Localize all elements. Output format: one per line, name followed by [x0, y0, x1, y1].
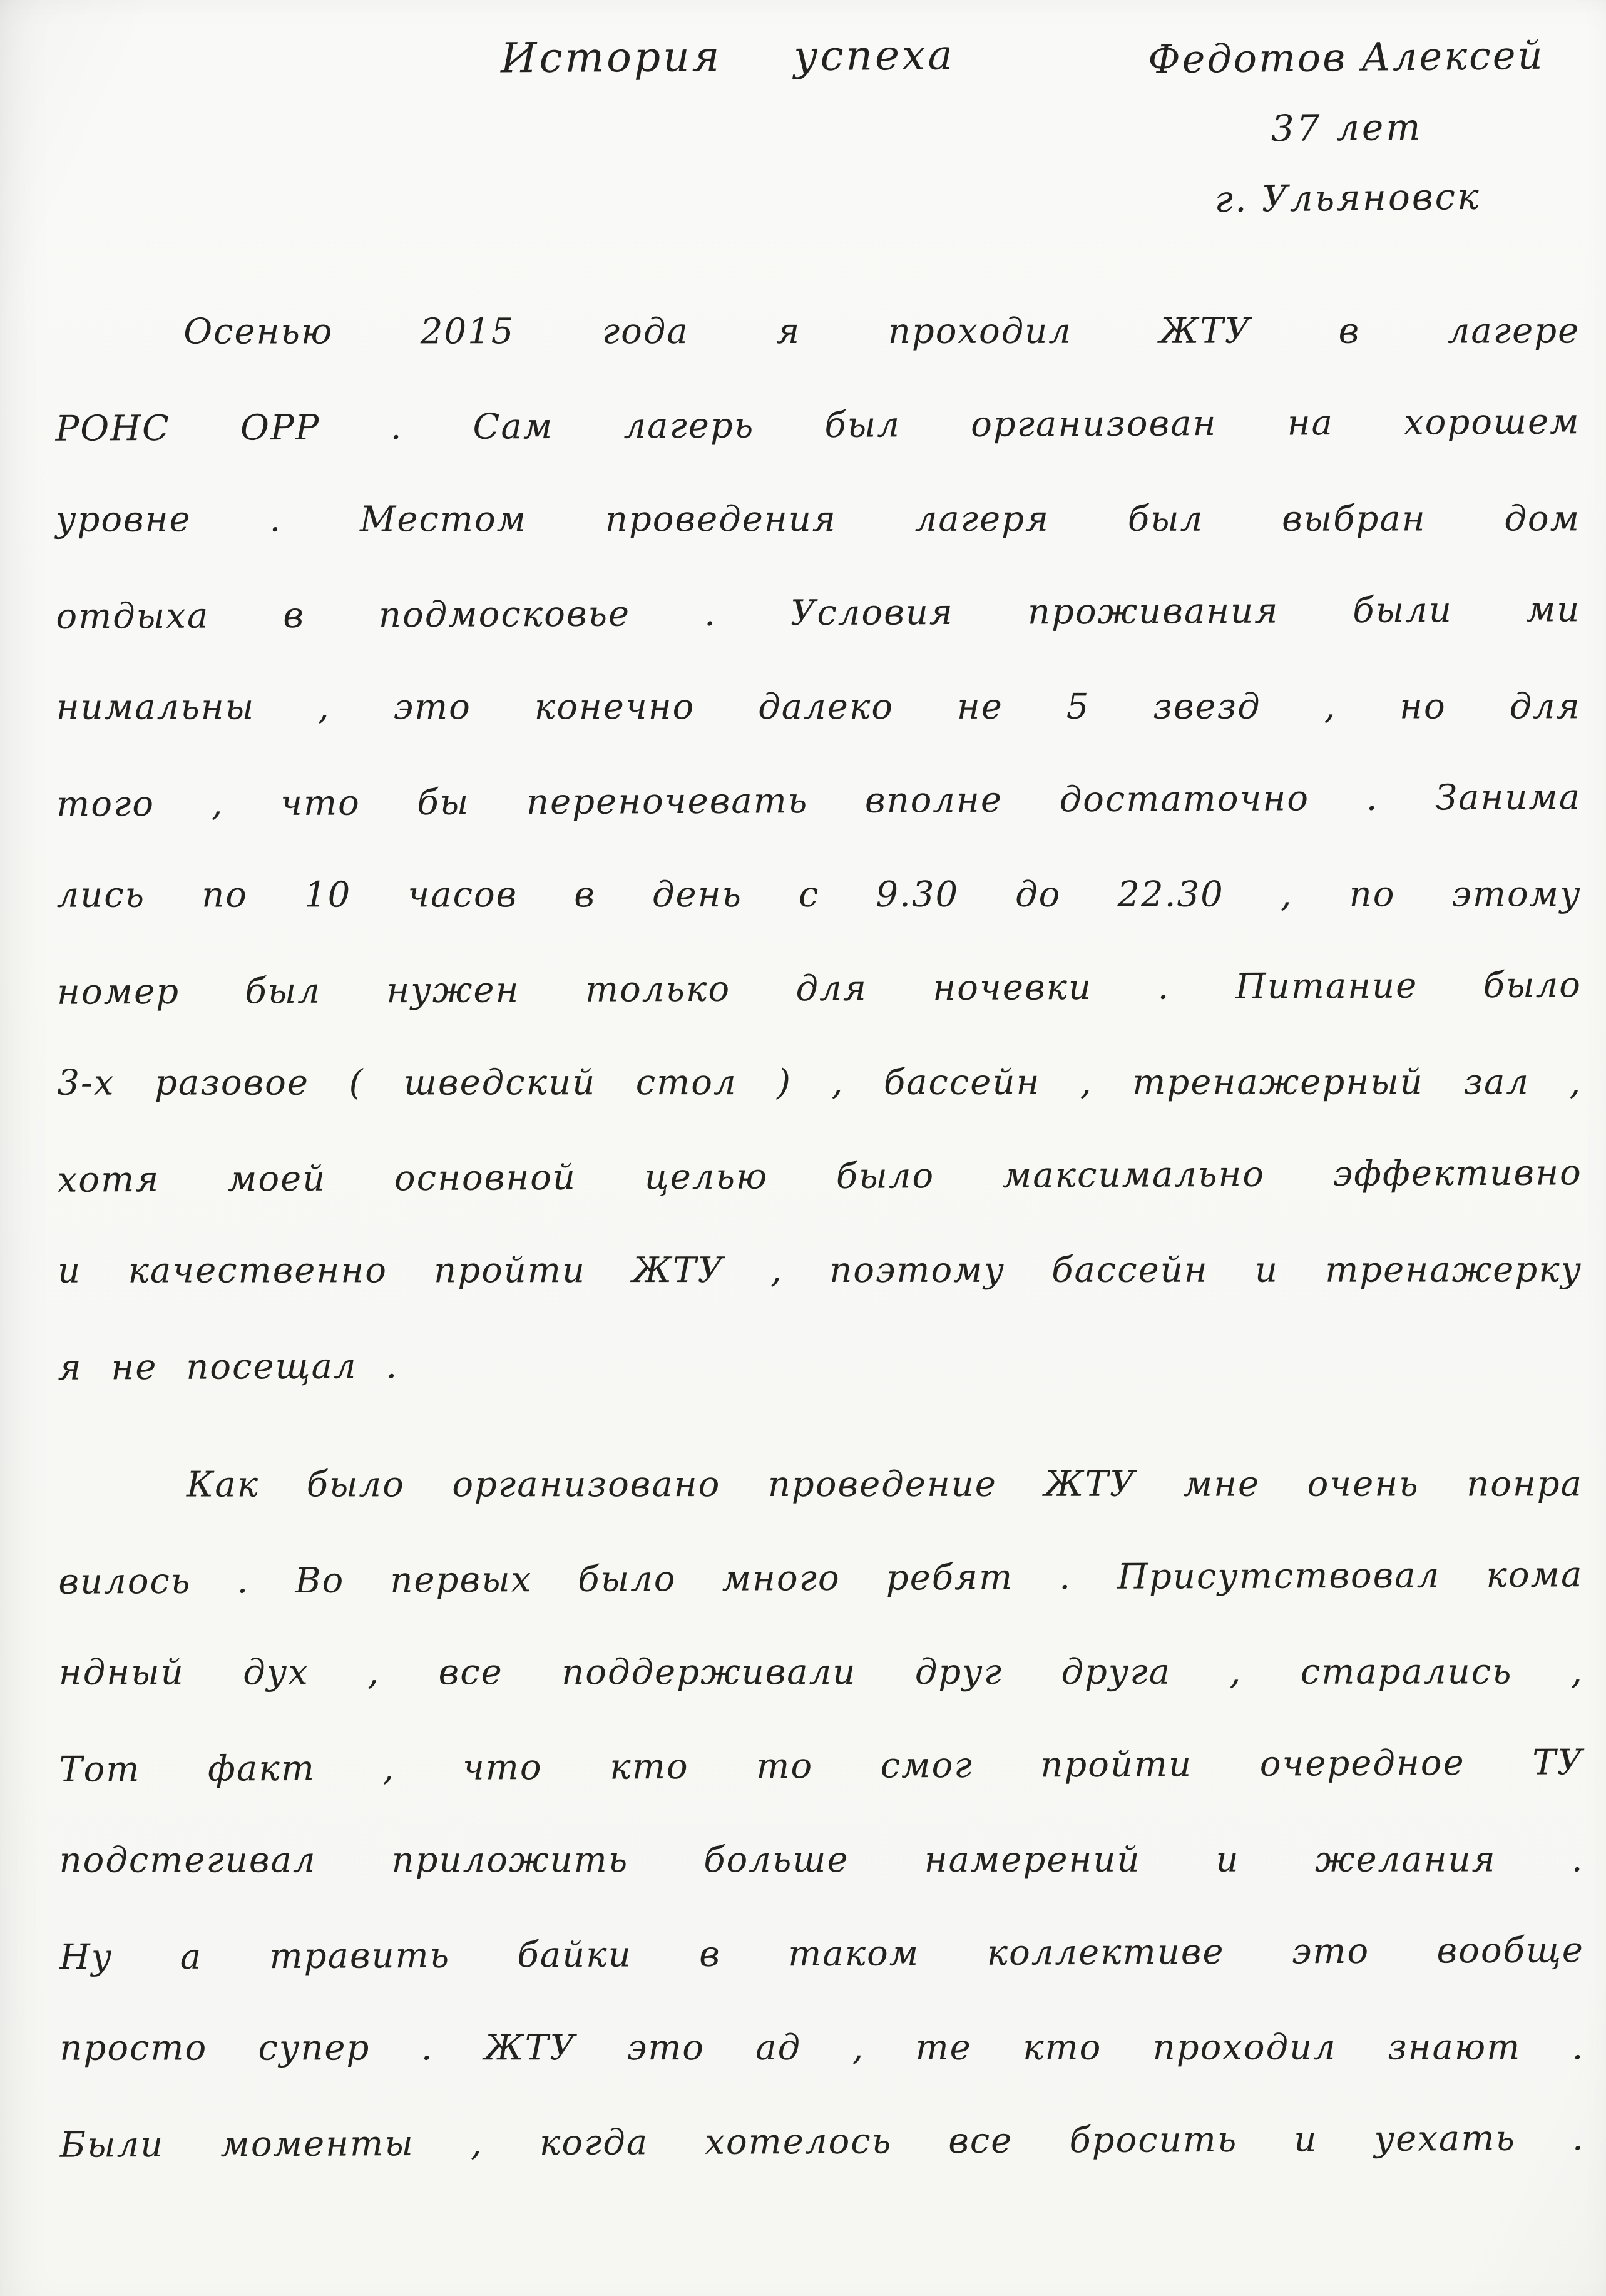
- paragraph-1: [55, 283, 1583, 1413]
- letter-body: [55, 283, 1585, 2191]
- author-name: Федотов Алексей: [1147, 32, 1545, 83]
- handwritten-line: РОНС ОРР . Сам лагерь был организован на хорошем: [55, 401, 1580, 449]
- handwritten-line: отдыха в подмосковье . Условия проживания были ми: [56, 589, 1581, 637]
- author-age: 37 лет: [1271, 105, 1423, 150]
- handwritten-line: просто супер . ЖТУ это ад , те кто проходил знают .: [59, 2027, 1585, 2069]
- handwritten-line: Осенью 2015 года я проходил ЖТУ в лагере: [183, 310, 1580, 352]
- author-block: [1133, 20, 1560, 235]
- handwritten-line: 3-х разовое ( шведский стол ) , бассейн , тренажерный зал ,: [57, 1062, 1582, 1104]
- handwritten-line: Были моменты , когда хотелось все бросить и уехать .: [59, 2118, 1585, 2166]
- handwritten-line: номер был нужен только для ночевки . Питание было: [56, 965, 1582, 1013]
- handwritten-line: уровне . Местом проведения лагеря был выбран дом: [55, 498, 1581, 540]
- handwritten-line: Ну а травить байки в таком коллективе это вообще: [59, 1930, 1585, 1978]
- handwritten-line: нимальны , это конечно далеко не 5 звезд , но для: [56, 686, 1581, 728]
- handwritten-line: хотя моей основной целью было максимально эффективно: [57, 1152, 1582, 1201]
- handwritten-line: Как было организовано проведение ЖТУ мне очень понра: [187, 1463, 1583, 1505]
- handwritten-line: и качественно пройти ЖТУ , поэтому бассейн и тренажерку: [58, 1249, 1583, 1291]
- paragraph-2: [58, 1436, 1585, 2191]
- handwritten-line: лись по 10 часов в день с 9.30 до 22.30 , по этому: [56, 874, 1582, 916]
- handwritten-line: Тот факт , что кто то смог пройти очередное ТУ: [59, 1742, 1584, 1790]
- handwritten-line: я не посещал .: [58, 1346, 399, 1388]
- handwritten-line: подстегивал приложить больше намерений и желания .: [59, 1839, 1584, 1881]
- handwritten-line: вилось . Во первых было много ребят . Присутствовал кома: [58, 1554, 1583, 1602]
- handwritten-line: того , что бы переночевать вполне достаточно . Занима: [56, 777, 1582, 825]
- page-title: История успеха: [500, 31, 955, 83]
- author-city: г. Ульяновск: [1214, 175, 1481, 221]
- handwritten-line: ндный дух , все поддерживали друг друга , старались ,: [58, 1651, 1583, 1693]
